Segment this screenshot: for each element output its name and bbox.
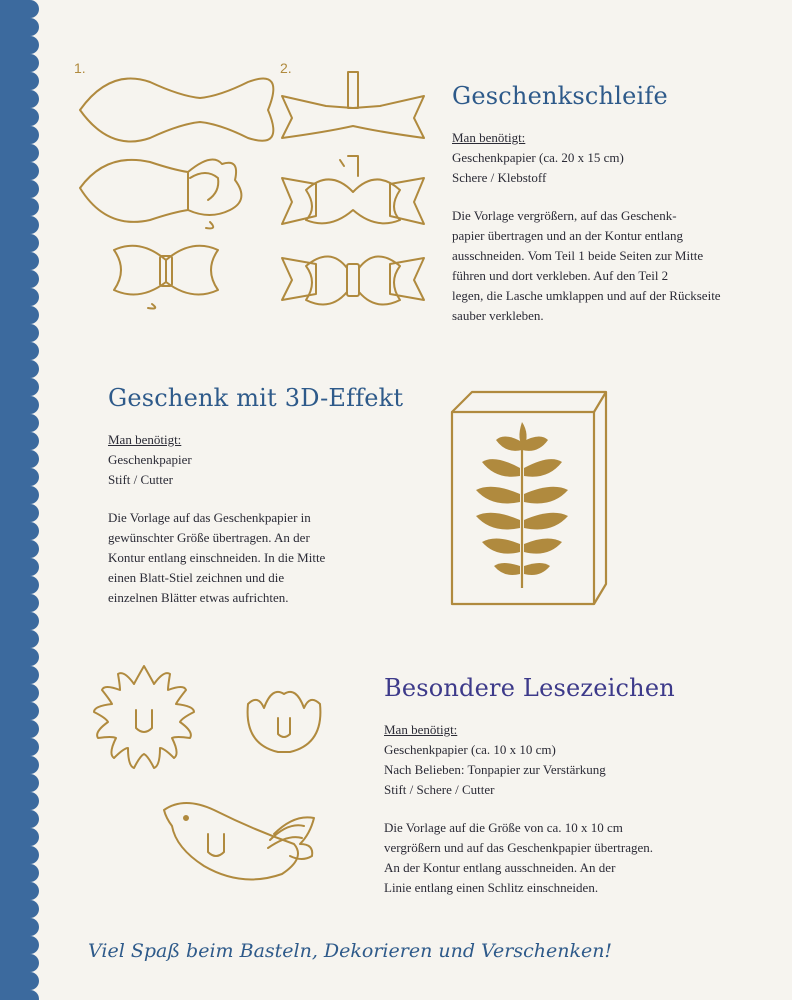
gift3d-needs-item: Geschenkpapier <box>108 452 192 467</box>
gift3d-title: Geschenk mit 3D-Effekt <box>108 384 404 412</box>
bow-title: Geschenkschleife <box>452 82 668 110</box>
gift3d-needs-item: Stift / Cutter <box>108 472 173 487</box>
gift3d-description: Die Vorlage auf das Geschenkpapier in gewünschter Größe übertragen. An der Kontur entlang einschneiden. In die Mitte einen Blatt-Stiel zeichnen und die einzelnen Blätter etwas aufrichten. <box>108 510 326 605</box>
bookmark-section <box>384 674 764 898</box>
bookmark-title: Besondere Lesezeichen <box>384 674 675 702</box>
bookmark-needs-item: Stift / Schere / Cutter <box>384 782 495 797</box>
gift3d-needs-label: Man benötigt: <box>108 432 182 447</box>
bow-needs-label: Man benötigt: <box>452 130 526 145</box>
step-1-number: 1. <box>74 60 86 76</box>
gift3d-section <box>108 384 408 608</box>
bow-section <box>452 82 772 326</box>
bookmark-needs-item: Geschenkpapier (ca. 10 x 10 cm) <box>384 742 556 757</box>
bow-needs-item: Geschenkpapier (ca. 20 x 15 cm) <box>452 150 624 165</box>
bookmark-needs-item: Nach Belieben: Tonpapier zur Verstärkung <box>384 762 606 777</box>
bookmark-description: Die Vorlage auf die Größe von ca. 10 x 10 cm vergrößern und auf das Geschenkpapier übertragen. An der Kontur entlang ausschneiden. An der Linie entlang einen Schlitz einschneiden. <box>384 820 654 895</box>
bow-needs-item: Schere / Klebstoff <box>452 170 547 185</box>
bookmark-templates-illustration <box>84 664 324 894</box>
bookmark-needs-label: Man benötigt: <box>384 722 458 737</box>
scalloped-spine <box>0 0 46 1000</box>
bow-description: Die Vorlage vergrößern, auf das Geschenk- papier übertragen und an der Kontur entlang ausschneiden. Vom Teil 1 beide Seiten zur Mitte führen und dort verkleben. Auf den Teil 2 legen, die Lasche umklappen und auf der Rückseite sauber verkleben. <box>452 208 721 323</box>
gift-box-leaf-illustration <box>444 384 614 610</box>
bow-template-illustration <box>70 60 450 320</box>
step-2-number: 2. <box>280 60 292 76</box>
footer-message: Viel Spaß beim Basteln, Dekorieren und Verschenken! <box>88 940 613 962</box>
